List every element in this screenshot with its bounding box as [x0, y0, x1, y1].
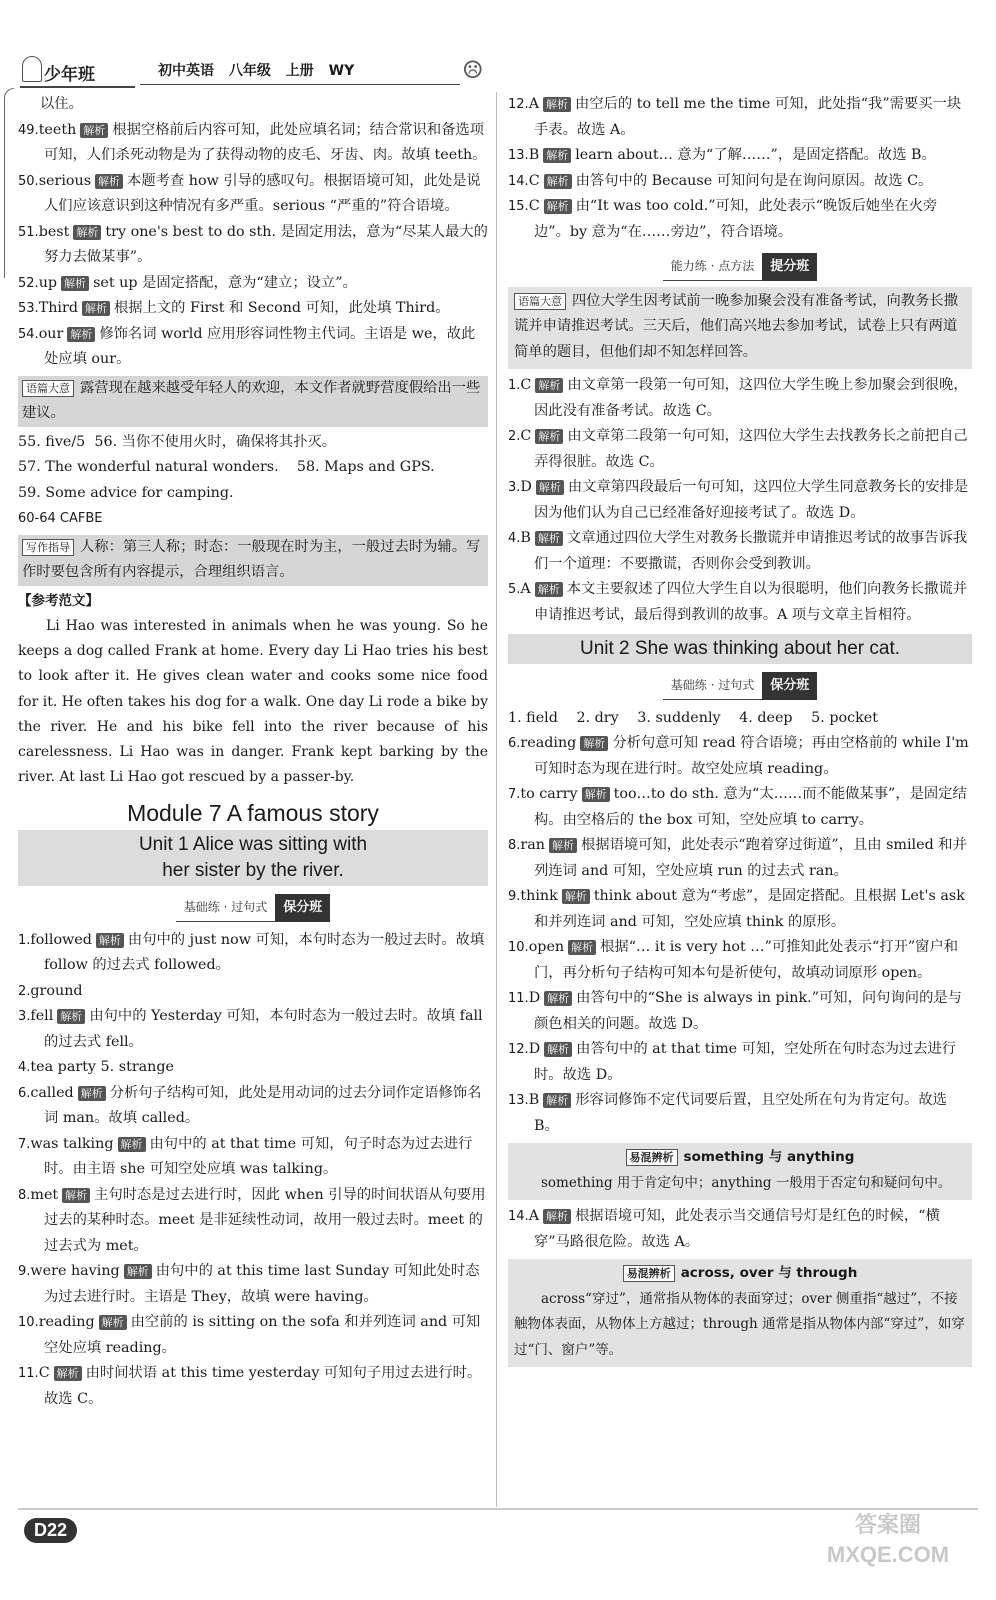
unit1-answers	[18, 928, 488, 1413]
answer-58: 58. Maps and GPS.	[296, 459, 435, 475]
item-number: 54.	[18, 326, 39, 342]
writing-text: 人称：第三人称；时态：一般现在时为主，一般过去时为辅。写作时要包含所有内容提示，合理组织语言。	[22, 538, 481, 580]
answer-cell: 2. dry	[576, 709, 619, 726]
item-answer: reading	[38, 1314, 95, 1331]
item-number: 52.	[18, 275, 39, 291]
watermark-line1: 答案圈	[854, 1512, 921, 1537]
note-title-text: across, over 与 through	[680, 1265, 858, 1281]
analysis-tag: 解析	[118, 1137, 146, 1152]
item-answer: C	[528, 198, 540, 214]
section3-banner	[508, 672, 972, 700]
item-number: 4.	[18, 1060, 31, 1076]
answer-item	[508, 1037, 972, 1088]
item-explanation: 根据语境可知，此处表示当交通信号灯是红色的时候，“横穿”马路很危险。故选 A。	[534, 1208, 940, 1250]
writing-guide	[18, 535, 488, 586]
answer-item-51	[18, 220, 488, 271]
answer-item	[508, 1088, 972, 1139]
item-answer: B	[528, 1092, 540, 1108]
answer-item	[508, 833, 972, 884]
answer-60-64: 60-64 CAFBE	[18, 511, 103, 526]
item-number: 10.	[508, 940, 529, 955]
item-number: 1.	[508, 378, 521, 393]
section3-level: 保分班	[762, 672, 817, 700]
answer-item	[508, 577, 972, 628]
section-banner	[18, 894, 488, 922]
answer-55-56	[18, 430, 488, 456]
book-info: 初中英语 八年级 上册 WY	[158, 63, 355, 79]
analysis-tag: 解析	[78, 1086, 106, 1101]
item-number: 3.	[508, 480, 521, 495]
item-number: 8.	[18, 1187, 31, 1203]
logo-text: 少年班	[44, 65, 95, 85]
answer-item-14	[508, 1204, 972, 1255]
note-tag: 易混辨析	[623, 1265, 675, 1282]
analysis-tag: 解析	[61, 276, 89, 291]
note-title	[514, 1261, 966, 1287]
item-explanation: too…to do sth. 意为“太……而不能做某事”，是固定结构。由空格后的 the box 可知，空处应填 to carry。	[534, 786, 967, 828]
item-answer: were having	[30, 1263, 120, 1280]
item-explanation: 由答句中的 at that time 可知，空处所在句时态为过去进行时。故选 D。	[534, 1041, 957, 1083]
page-number-text: D22	[24, 1518, 77, 1543]
answer-item-53	[18, 296, 488, 322]
item-answer: C	[520, 428, 532, 444]
item-explanation: 文章通过四位大学生对教务长撒谎并申请推迟考试的故事告诉我们一个道理：不要撒谎，否则你会受到教训。	[534, 530, 968, 572]
unit1-title-line2: her sister by the river.	[162, 860, 344, 882]
item-answer: Third	[38, 300, 78, 316]
answer-56: 56. 当你不使用火时，确保将其扑灭。	[94, 433, 337, 450]
answer-cell: 1. field	[508, 709, 558, 726]
answer-57: 57. The wonderful natural wonders.	[18, 459, 279, 475]
item-answer: serious	[38, 172, 92, 189]
item-number: 4.	[508, 531, 521, 546]
analysis-tag: 解析	[549, 838, 577, 853]
answer-55: 55. five/5	[18, 433, 86, 450]
section2-sub: 能力练 · 点方法	[663, 254, 762, 281]
confusion-note-1	[508, 1143, 972, 1200]
item-answer: our	[38, 325, 64, 342]
item-answer: up	[38, 274, 58, 291]
answer-item	[18, 1361, 488, 1412]
continued-line: 以住。	[40, 96, 83, 112]
item-answer: think	[520, 888, 558, 904]
answer-item	[508, 986, 972, 1037]
answer-item	[508, 526, 972, 577]
item-number: 7.	[18, 1136, 31, 1152]
item-explanation: 根据“… it is very hot …”可推知此处表示“打开”窗户和门，再分析句子结构可知本句是祈使句，故填动词原形 open。	[534, 939, 959, 981]
answer-57-58	[18, 455, 488, 481]
item-answer: tea party 5. strange	[30, 1059, 175, 1076]
analysis-tag: 解析	[580, 736, 608, 751]
site-watermark	[798, 1510, 978, 1590]
item-explanation: 由句中的 just now 可知，本句时态为一般过去时。故填 follow 的过去式 followed。	[44, 931, 485, 974]
answer-item	[18, 1081, 488, 1132]
item-explanation: think about 意为“考虑”，是固定搭配。且根据 Let's ask 和并列连词 and 可知，空处应填 think 的原形。	[534, 888, 965, 930]
analysis-tag: 解析	[95, 174, 123, 189]
item-answer: open	[528, 939, 565, 955]
answer-item	[508, 169, 972, 195]
answer-item	[18, 928, 488, 979]
note-body: across“穿过”，通常指从物体的表面穿过；over 侧重指“越过”，不接触物体表面，从物体上方越过；through 通常是指从物体内部“穿过”，如穿过“门、窗户”等。	[514, 1290, 965, 1358]
writing-tag: 写作指导	[22, 539, 74, 556]
analysis-tag: 解析	[535, 429, 563, 444]
section-sub: 基础练 · 过句式	[176, 895, 275, 922]
item-answer: B	[528, 147, 540, 163]
item-number: 7.	[508, 787, 521, 802]
analysis-tag: 解析	[568, 940, 596, 955]
analysis-tag: 解析	[99, 1315, 127, 1330]
answer-item	[508, 475, 972, 526]
answer-item-50	[18, 169, 488, 220]
item-answer: A	[528, 96, 540, 112]
item-explanation: learn about… 意为“了解……”，是固定搭配。故选 B。	[575, 147, 936, 163]
item-number: 49.	[18, 122, 39, 138]
analysis-tag: 解析	[543, 1209, 571, 1224]
item-number: 9.	[18, 1264, 31, 1280]
item-number: 9.	[508, 889, 521, 904]
item-answer: fell	[30, 1008, 54, 1025]
item-answer: to carry	[520, 786, 578, 802]
note-title	[514, 1145, 966, 1171]
answer-item	[18, 1310, 488, 1361]
analysis-tag: 解析	[582, 787, 610, 802]
analysis-tag: 解析	[82, 301, 110, 316]
item-answer: A	[520, 581, 531, 597]
item-explanation: 由时间状语 at this time yesterday 可知句子用过去进行时。故选 C。	[44, 1365, 482, 1407]
watermark-line2: MXQE.COM	[826, 1542, 950, 1567]
item-explanation: 本文主要叙述了四位大学生自以为很聪明，他们向教务长撒谎并申请推迟考试，最后得到教训的故事。A 项与文章主旨相符。	[534, 581, 968, 623]
item-answer: met	[30, 1186, 59, 1203]
answer-item	[508, 935, 972, 986]
answer-cell: 4. deep	[739, 709, 793, 726]
item-answer: D	[528, 990, 541, 1006]
item-number: 5.	[508, 582, 521, 597]
analysis-tag: 解析	[62, 1188, 90, 1203]
reader-icon: ☹	[462, 56, 484, 84]
analysis-tag: 解析	[543, 148, 571, 163]
item-explanation: 主句时态是过去进行时，因此 when 引导的时间状语从句要用过去的某种时态。meet 是非延续性动词，故用一般过去时。meet 的过去式为 met。	[44, 1186, 486, 1254]
module-title: Module 7 A famous story	[127, 800, 379, 827]
analysis-tag: 解析	[67, 327, 95, 342]
unit2-title: Unit 2 She was thinking about her cat.	[508, 634, 972, 664]
item-number: 11.	[508, 991, 529, 1006]
section3-sub: 基础练 · 过句式	[663, 673, 762, 700]
item-explanation: 由句中的 at this time last Sunday 可知此处时态为过去进行时。主语是 They，故填 were having。	[44, 1263, 480, 1305]
answer-item-49	[18, 118, 488, 169]
item-explanation: 根据语境可知，此处表示“跑着穿过街道”，且由 smiled 和并列连词 and 可知，空处应填 run 的过去式 ran。	[534, 837, 967, 879]
item-number: 8.	[508, 838, 521, 853]
item-number: 6.	[18, 1085, 31, 1101]
item-number: 2.	[18, 983, 31, 999]
item-number: 10.	[18, 1315, 39, 1331]
item-explanation: 由句中的 at that time 可知，句子时态为过去进行时。由主语 she 可知空处应填 was talking。	[44, 1135, 473, 1178]
passage-summary	[18, 376, 488, 427]
answer-item	[18, 1183, 488, 1260]
brand-logo	[20, 48, 135, 88]
analysis-tag: 解析	[544, 174, 572, 189]
item-number: 14.	[508, 1209, 529, 1224]
answer-59: 59. Some advice for camping.	[18, 484, 234, 501]
right-column	[508, 92, 972, 1371]
answer-item	[508, 143, 972, 169]
item-explanation: set up 是固定搭配，意为“建立；设立”。	[93, 274, 357, 291]
item-explanation: 由空前的 is sitting on the sofa 和并列连词 and 可知空处应填 reading。	[44, 1314, 481, 1356]
analysis-tag: 解析	[536, 480, 564, 495]
item-explanation: 由文章第四段最后一句可知，这四位大学生同意教务长的安排是因为他们认为自己已经准备好迎接考试了。故选 D。	[534, 479, 969, 521]
item-number: 13.	[508, 148, 529, 163]
answer-item	[508, 373, 972, 424]
section2-banner	[508, 253, 972, 281]
item-answer: best	[38, 223, 70, 240]
analysis-tag: 解析	[535, 582, 563, 597]
item-answer: A	[528, 1208, 540, 1224]
item-number: 50.	[18, 173, 39, 189]
analysis-tag: 解析	[80, 123, 108, 138]
item-number: 3.	[18, 1009, 31, 1025]
analysis-tag: 解析	[562, 889, 590, 904]
item-explanation: 由文章第二段第一句可知，这四位大学生去找教务长之前把自己弄得很脏。故选 C。	[534, 428, 968, 470]
answer-item	[508, 424, 972, 475]
item-explanation: 形容词修饰不定代词要后置，且空处所在句为肯定句。故选 B。	[534, 1092, 947, 1134]
answer-item	[508, 92, 972, 143]
analysis-tag: 解析	[73, 225, 101, 240]
item-answer: D	[528, 1041, 541, 1057]
passage-summary-2	[508, 287, 972, 370]
item-answer: C	[38, 1365, 50, 1382]
item-number: 53.	[18, 301, 39, 316]
item-number: 1.	[18, 932, 31, 948]
item-explanation: 分析句子结构可知，此处是用动词的过去分词作定语修饰名词 man。故填 called。	[44, 1084, 482, 1127]
answer-item-52	[18, 271, 488, 297]
answer-item	[508, 884, 972, 935]
item-number: 6.	[508, 736, 521, 751]
item-number: 14.	[508, 173, 529, 189]
item-explanation: 由答句中的 Because 可知问句是在询问原因。故选 C。	[575, 172, 933, 189]
left-column	[18, 92, 488, 1412]
item-explanation: 由句中的 Yesterday 可知，本句时态为一般过去时。故填 fall 的过去式 fell。	[44, 1008, 483, 1050]
analysis-tag: 解析	[544, 199, 572, 214]
analysis-tag: 解析	[96, 933, 124, 948]
answer-item	[18, 1259, 488, 1310]
item-number: 13.	[508, 1093, 529, 1108]
answer-item	[18, 1004, 488, 1055]
item-number: 12.	[508, 1042, 529, 1057]
item-explanation: 由文章第一段第一句可知，这四位大学生晚上参加聚会到很晚，因此没有准备考试。故选 C。	[534, 377, 968, 419]
analysis-tag: 解析	[57, 1009, 85, 1024]
answer-item	[18, 979, 488, 1005]
page-header	[0, 0, 996, 92]
answer-cell: 3. suddenly	[637, 709, 721, 726]
item-number: 15.	[508, 199, 529, 214]
item-answer: called	[30, 1084, 74, 1101]
reference-essay-title: 【参考范文】	[18, 592, 99, 609]
column-divider	[496, 92, 497, 1507]
item-number: 2.	[508, 429, 521, 444]
answer-item	[18, 1132, 488, 1183]
item-answer: teeth	[38, 121, 77, 138]
item-answer: followed	[30, 931, 92, 948]
item-explanation: 根据空格前后内容可知，此处应填名词；结合常识和备选项可知，人们杀死动物是为了获得动物的皮毛、牙齿、肉。故填 teeth。	[44, 121, 487, 163]
item-explanation: 由“It was too cold.”可知，此处表示“晚饭后她坐在火旁边”。by 意为“在……旁边”，符合语境。	[534, 198, 938, 240]
note-body: something 用于肯定句中；anything 一般用于否定句和疑问句中。	[541, 1174, 952, 1191]
summary-tag: 语篇大意	[22, 380, 74, 397]
header-rule	[140, 84, 460, 85]
analysis-tag: 解析	[535, 378, 563, 393]
analysis-tag: 解析	[543, 1093, 571, 1108]
answer-item	[508, 194, 972, 245]
section-level: 保分班	[275, 894, 330, 922]
analysis-tag: 解析	[535, 531, 563, 546]
item-explanation: 根据上文的 First 和 Second 可知，此处填 Third。	[114, 300, 450, 316]
answer-cell: 5. pocket	[811, 709, 878, 726]
summary-tag: 语篇大意	[514, 293, 566, 310]
summary-text: 四位大学生因考试前一晚参加聚会没有准备考试，向教务长撒谎并申请推迟考试。三天后，他们高兴地去参加考试，试卷上只有两道简单的题目，但他们却不知怎样回答。	[514, 292, 959, 360]
analysis-tag: 解析	[543, 97, 571, 112]
left-frame-decoration	[4, 88, 14, 278]
analysis-tag: 解析	[544, 991, 572, 1006]
analysis-tag: 解析	[54, 1366, 82, 1381]
reading-answers	[508, 373, 972, 628]
answers-1-5	[508, 706, 972, 732]
item-answer: reading	[520, 735, 577, 751]
note-title-text: something 与 anything	[683, 1149, 855, 1165]
item-answer: ran	[520, 837, 545, 853]
item-explanation: 修饰名词 world 应用形容词性物主代词。主语是 we，故此处应填 our。	[44, 325, 476, 367]
item-explanation: 由答句中的“She is always in pink.”可知，问句询问的是与颜色相关的问题。故选 D。	[534, 990, 962, 1032]
summary-text: 露营现在越来越受年轻人的欢迎，本文作者就野营度假给出一些建议。	[22, 379, 481, 421]
unit1-title-line1: Unit 1 Alice was sitting with	[138, 834, 368, 856]
item-answer: B	[520, 530, 531, 546]
answer-item-54	[18, 322, 488, 373]
item-number: 51.	[18, 224, 39, 240]
analysis-tag: 解析	[124, 1264, 152, 1279]
logo-figure-icon	[22, 56, 42, 82]
unit1-title	[18, 830, 488, 886]
section2-level: 提分班	[762, 253, 817, 281]
item-explanation: 本题考查 how 引导的感叹句。根据语境可知，此处是说人们应该意识到这种情况有多严重。serious “严重的”符合语境。	[44, 172, 481, 214]
answer-item	[508, 782, 972, 833]
item-explanation: 分析句意可知 read 符合语境；再由空格前的 while I'm 可知时态为现在进行时。故空处应填 reading。	[534, 735, 969, 777]
item-answer: was talking	[30, 1135, 114, 1152]
item-answer: C	[528, 172, 540, 189]
reference-essay: Li Hao was interested in animals when he was young. So he keeps a dog called Frank at home. Every day Li Hao tries his best to look after it. He gives clean water and cooks some nice food for it. He often takes his dog for a walk. One day Li rode a bike by the river. He and his bike fell into the river because of his carelessness. Li Hao was in danger. Frank kept barking by the river. At last Li Hao got rescued by a passer-by.	[18, 618, 489, 786]
unit2-answers	[508, 731, 972, 1139]
item-number: 11.	[18, 1366, 39, 1382]
item-answer: D	[520, 479, 532, 495]
continued-answers	[508, 92, 972, 245]
page-number	[24, 1518, 114, 1552]
item-answer: ground	[30, 982, 83, 999]
analysis-tag: 解析	[544, 1042, 572, 1057]
item-answer: C	[520, 377, 532, 393]
answer-item	[18, 1055, 488, 1081]
item-explanation: try one's best to do sth. 是固定用法，意为“尽某人最大的努力去做某事”。	[44, 223, 488, 265]
item-explanation: 由空后的 to tell me the time 可知，此处指“我”需要买一块手表。故选 A。	[534, 96, 962, 138]
answer-item	[508, 731, 972, 782]
note-tag: 易混辨析	[626, 1149, 678, 1166]
confusion-note-2	[508, 1259, 972, 1367]
item-number: 12.	[508, 97, 529, 112]
